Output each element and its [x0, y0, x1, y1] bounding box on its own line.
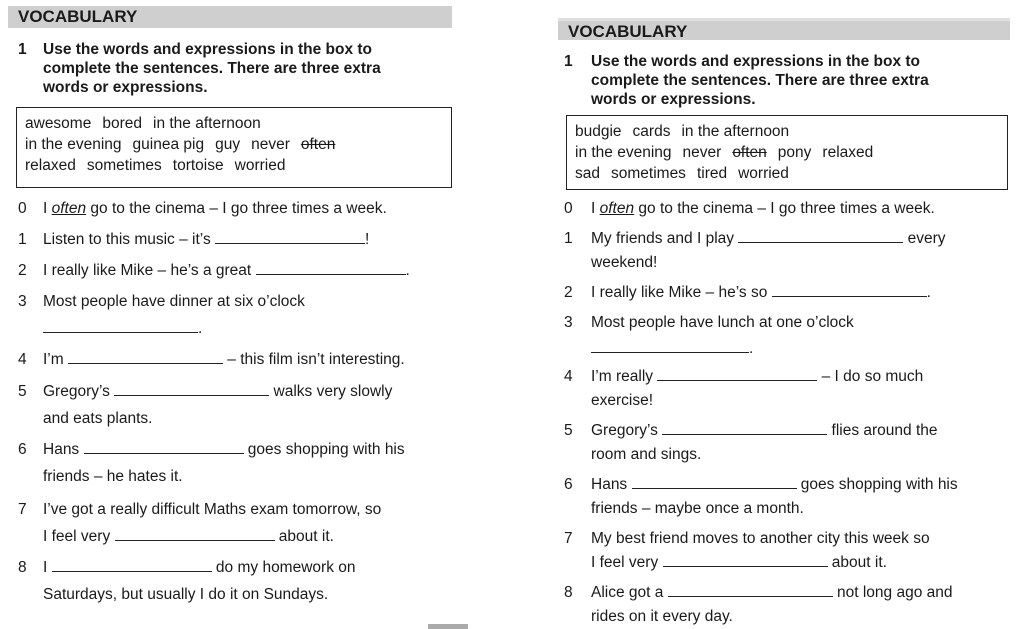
word: in the evening	[575, 144, 672, 161]
item-number: 4	[564, 368, 573, 385]
exercise-item-7	[564, 526, 1024, 576]
word: worried	[234, 157, 286, 174]
example-answer: often	[51, 200, 87, 217]
item-text: rides on it every day.	[591, 608, 733, 625]
item-text: I feel very	[43, 528, 115, 545]
word: guy	[215, 136, 241, 153]
word-row	[25, 113, 443, 134]
item-number: 6	[564, 476, 573, 493]
item-text: goes shopping with his	[243, 441, 405, 458]
item-text: every	[903, 230, 946, 247]
item-text: I	[43, 200, 52, 217]
word: sometimes	[611, 165, 686, 182]
item-text: .	[405, 262, 410, 279]
item-text: .	[749, 340, 754, 357]
answer-blank[interactable]	[663, 553, 828, 567]
section-heading: VOCABULARY	[8, 6, 452, 28]
answer-blank[interactable]	[68, 350, 223, 364]
word: tired	[696, 165, 728, 182]
item-text: Most people have dinner at six o’clock	[43, 293, 305, 310]
item-number: 8	[564, 584, 573, 601]
answer-blank[interactable]	[84, 440, 244, 454]
answer-blank[interactable]	[591, 339, 749, 353]
item-number: 5	[18, 383, 27, 400]
word: relaxed	[822, 144, 874, 161]
exercise-item-3	[564, 310, 1024, 362]
item-text: about it.	[827, 554, 887, 571]
item-text: I’m	[43, 351, 68, 368]
item-text: – I do so much	[817, 368, 924, 385]
exercise-item-5	[18, 379, 463, 431]
word: budgie	[575, 123, 622, 140]
answer-blank[interactable]	[632, 475, 797, 489]
exercise-item-3	[18, 289, 463, 344]
item-text: and eats plants.	[43, 410, 153, 427]
section-heading: VOCABULARY	[558, 18, 1010, 40]
word-row	[575, 142, 999, 163]
word: sometimes	[86, 157, 162, 174]
item-text: My best friend moves to another city this week so	[591, 530, 930, 547]
exercise-item-5	[564, 418, 1024, 468]
item-text: friends – he hates it.	[43, 468, 183, 485]
word-row	[575, 163, 999, 184]
item-number: 3	[18, 293, 27, 310]
answer-blank[interactable]	[256, 261, 406, 275]
word: in the evening	[25, 136, 122, 153]
item-number: 0	[18, 200, 27, 217]
answer-blank[interactable]	[114, 382, 269, 396]
exercise-item-6	[564, 472, 1024, 522]
item-text: walks very slowly	[269, 383, 393, 400]
item-text: – this film isn’t interesting.	[222, 351, 405, 368]
word: pony	[777, 144, 812, 161]
word-box	[16, 107, 452, 188]
word: sad	[575, 165, 600, 182]
answer-blank[interactable]	[115, 527, 275, 541]
word: in the afternoon	[153, 115, 261, 132]
item-number: 3	[564, 314, 573, 331]
instruction-text: Use the words and expressions in the box to complete the sentences. There are three extra words or expressions.	[43, 41, 381, 96]
item-text: I feel very	[591, 554, 663, 571]
item-text: Gregory’s	[591, 422, 663, 439]
item-number: 2	[18, 262, 27, 279]
word-row	[575, 121, 999, 142]
item-text: I’m really	[591, 368, 658, 385]
item-text: I really like Mike – he’s so	[591, 284, 772, 301]
item-number: 5	[564, 422, 573, 439]
item-number: 6	[18, 441, 27, 458]
word: guinea pig	[132, 136, 205, 153]
item-text: Gregory’s	[43, 383, 115, 400]
item-number: 7	[18, 501, 27, 518]
item-number: 1	[564, 230, 573, 247]
exercise-item-7	[18, 497, 463, 549]
example-answer: often	[599, 200, 635, 217]
answer-blank[interactable]	[662, 421, 827, 435]
item-text: friends – maybe once a month.	[591, 500, 804, 517]
item-text: .	[926, 284, 931, 301]
instruction-text: Use the words and expressions in the box to complete the sentences. There are three extra words or expressions.	[591, 53, 929, 108]
item-text: not long ago and	[832, 584, 953, 601]
word-struck: often	[300, 136, 336, 153]
item-text: I really like Mike – he’s a great	[43, 262, 256, 279]
item-text: I’ve got a really difficult Maths exam tomorrow, so	[43, 501, 382, 518]
exercise-item-8	[18, 555, 463, 607]
word-struck: often	[732, 144, 767, 161]
item-text: about it.	[274, 528, 334, 545]
answer-blank[interactable]	[738, 229, 903, 243]
item-number: 1	[18, 231, 27, 248]
item-number: 0	[564, 200, 573, 217]
answer-blank[interactable]	[657, 367, 817, 381]
word: bored	[102, 115, 142, 132]
word: tortoise	[172, 157, 224, 174]
exercise-item-4	[564, 364, 1024, 414]
word: awesome	[25, 115, 92, 132]
item-text: go to the cinema – I go three times a week.	[634, 200, 935, 217]
item-text: Most people have lunch at one o’clock	[591, 314, 854, 331]
instruction-number: 1	[18, 41, 27, 58]
exercise-item-6	[18, 437, 463, 489]
answer-blank[interactable]	[43, 319, 198, 333]
exercise-item-1	[564, 226, 1024, 276]
item-number: 2	[564, 284, 573, 301]
item-text: exercise!	[591, 392, 654, 409]
instruction-number: 1	[564, 53, 573, 70]
item-text: .	[198, 320, 203, 337]
item-text: Saturdays, but usually I do it on Sundays.	[43, 586, 329, 603]
item-text: Hans	[591, 476, 632, 493]
item-text: Listen to this music – it’s	[43, 231, 216, 248]
item-text: weekend!	[591, 254, 658, 271]
word: never	[682, 144, 722, 161]
item-text: go to the cinema – I go three times a week.	[86, 200, 387, 217]
item-text: I	[43, 559, 52, 576]
item-number: 8	[18, 559, 27, 576]
word: cards	[632, 123, 671, 140]
word: relaxed	[25, 157, 76, 174]
answer-blank[interactable]	[668, 583, 833, 597]
word: worried	[738, 165, 789, 182]
item-text: I	[591, 200, 600, 217]
word-row	[25, 155, 443, 176]
answer-blank[interactable]	[215, 230, 365, 244]
word-row	[25, 134, 443, 155]
item-number: 4	[18, 351, 27, 368]
item-text: Alice got a	[591, 584, 668, 601]
item-text: room and sings.	[591, 446, 702, 463]
page-edge-mark	[428, 624, 468, 629]
exercise-item-8	[564, 580, 1024, 629]
answer-blank[interactable]	[52, 558, 212, 572]
item-text: goes shopping with his	[796, 476, 958, 493]
item-number: 7	[564, 530, 573, 547]
item-text: do my homework on	[211, 559, 356, 576]
word-box	[566, 115, 1008, 190]
item-text: My friends and I play	[591, 230, 739, 247]
item-text: flies around the	[827, 422, 938, 439]
item-text: !	[365, 231, 370, 248]
answer-blank[interactable]	[772, 283, 927, 297]
word: never	[251, 136, 290, 153]
item-text: Hans	[43, 441, 84, 458]
word: in the afternoon	[681, 123, 790, 140]
